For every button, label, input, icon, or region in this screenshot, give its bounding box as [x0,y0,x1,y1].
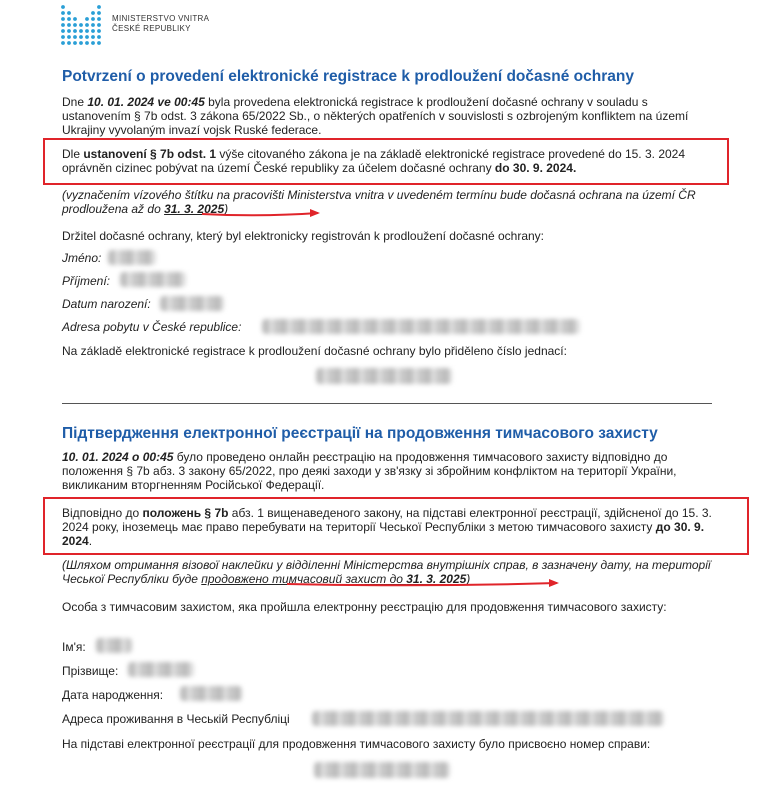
cz-registration-date: 10. 01. 2024 ve 00:45 [87,95,205,109]
ua-holder-text: Особа з тимчасовим захистом, яка пройшла електронну реєстрацію для продовження тимчасового захисту: [62,600,667,614]
ministry-line-2: ČESKÉ REPUBLIKY [112,24,191,33]
ua-name-label: Ім'я: [62,640,86,654]
ua-paragraph-1: 10. 01. 2024 о 00:45 було проведено онлайн реєстрацію на продовження тимчасового захисту відповідно до положення § 7b абз. 3 закону 65/2022, про деякі заходи у зв'язку зі збройним конфліктом на території України, викликаним вторгненням Російської Федерації. [62,450,677,492]
cz-dob-label: Datum narození: [62,297,151,311]
cz-case-number-redacted [316,368,452,384]
ua-dob-label: Дата народження: [62,688,164,702]
ua-address-redacted [312,711,664,726]
ua-surname-redacted [128,662,194,677]
cz-paragraph-2: Dle ustanovení § 7b odst. 1 výše citovaného zákona je na základě elektronické registrace provedené do 15. 3. 2024 oprávněn cizinec pobývat na území České republiky za účelem dočasné ochrany do 30. 9. 2024. [62,147,686,175]
ua-number-text: На підставі електронної реєстрації для продовження тимчасового захисту було присвоєно номер справи: [62,737,651,751]
cz-paragraph-1: Dne 10. 01. 2024 ve 00:45 byla provedena elektronická registrace k prodloužení dočasné ochrany v souladu s ustanovením § 7b odst. 3 zákona 65/2022 Sb., o některých opatřeních v souvislosti s ozbrojeným konfliktem na území Ukrajiny vyvolaným invazí vojsk Ruské federace. [62,95,689,137]
ministry-logo-icon [60,4,102,46]
cz-paragraph-3: (vyznačením vízového štítku na pracovišti Ministerstva vnitra v uvedeném termínu bude dočasná ochrana na území ČR prodloužena až do 31. 3. 2025) [62,188,696,216]
cz-dob-redacted [160,296,224,311]
ua-address-label: Адреса проживання в Чеській Республіці [62,712,290,726]
cz-address-label: Adresa pobytu v České republice: [62,320,242,334]
ua-dob-redacted [180,686,242,701]
ua-name-redacted [96,638,132,653]
ua-title: Підтвердження електронної реєстрації на продовження тимчасового захисту [62,425,658,442]
section-divider [62,403,712,404]
ua-registration-date: 10. 01. 2024 о 00:45 [62,450,174,464]
ua-red-arrow-icon [285,576,565,590]
cz-extended-date: 31. 3. 2025 [164,201,225,216]
ua-surname-label: Прізвище: [62,664,119,678]
ua-paragraph-3: (Шляхом отримання візової наклейки у відділенні Міністерства внутрішніх справ, в зазначену дату, на території Чеської Республіки буде продовжено тимчасовий захист до 31. 3. 2025) [62,558,711,586]
ua-valid-until: до 30. 9. 2024 [62,519,705,548]
cz-name-label: Jméno: [62,251,102,265]
ministry-name [112,14,209,34]
ministry-line-1: MINISTERSTVO VNITRA [112,14,210,23]
cz-title: Potvrzení o provedení elektronické registrace k prodloužení dočasné ochrany [62,68,634,85]
cz-surname-label: Příjmení: [62,274,111,288]
cz-surname-redacted [120,272,186,287]
cz-valid-until: do 30. 9. 2024. [494,160,577,175]
ua-paragraph-2: Відповідно до положень § 7b абз. 1 вищенаведеного закону, на підставі електронної реєстрації, здійсненої до 15. 3. 2024 року, іноземець має право перебувати на території Чеської Республіки з метою тимчасового захисту до 30. 9. 2024. [62,506,712,548]
ua-case-number-redacted [314,762,450,778]
cz-address-redacted [262,319,580,334]
cz-name-redacted [108,250,156,265]
cz-red-arrow-icon [200,206,325,220]
ua-extended-date: 31. 3. 2025 [406,571,467,586]
cz-holder-text: Držitel dočasné ochrany, který byl elektronicky registrován k prodloužení dočasné ochrany: [62,229,545,243]
cz-number-text: Na základě elektronické registrace k prodloužení dočasné ochrany bylo přiděleno číslo jednací: [62,344,567,358]
